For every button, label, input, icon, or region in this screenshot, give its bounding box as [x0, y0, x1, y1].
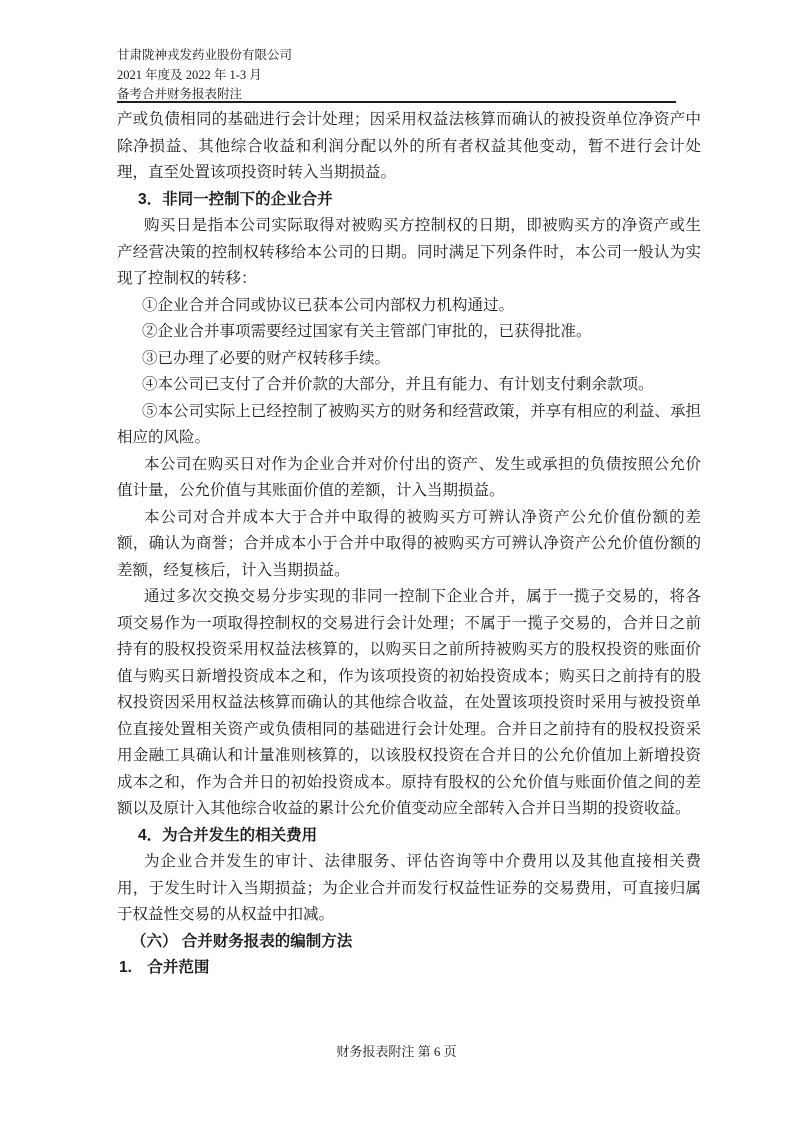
heading-merger-related-costs: 4．为合并发生的相关费用	[138, 826, 318, 844]
list-item-5: ⑤本公司实际上已经控制了被购买方的财务和经营政策，并享有相应的利益、承担相应的风险。	[117, 402, 701, 446]
report-header	[117, 46, 676, 105]
page-footer: 财务报表附注 第 6 页	[336, 1044, 457, 1059]
paragraph-fair-value-measurement: 本公司在购买日对作为企业合并对价付出的资产、发生或承担的负债按照公允价值计量，公允价值与其账面价值的差额，计入当期损益。	[117, 455, 701, 499]
paragraph-merger-costs: 为企业合并发生的审计、法律服务、评估咨询等中介费用以及其他直接相关费用，于发生时计入当期损益；为企业合并而发行权益性证券的交易费用，可直接归属于权益性交易的从权益中扣减。	[117, 853, 701, 923]
list-item-4: ④本公司已支付了合并价款的大部分，并且有能力、有计划支付剩余款项。	[142, 376, 654, 393]
report-title: 备考合并财务报表附注	[117, 87, 243, 101]
paragraph-step-acquisition: 通过多次交换交易分步实现的非同一控制下企业合并，属于一揽子交易的，将各项交易作为一项取得控制权的交易进行会计处理；不属于一揽子交易的，合并日之前持有的股权投资采用权益法核算的，以购买日之前所持被购买方的股权投资的账面价值与购买日新增投资成本之和，作为该项投资的初始投资成本；购买日之前持有的股权投资因采用权益法核算而确认的其他综合收益，在处置该项投资时采用与被投资单位直接处置相关资产或负债相同的基础进行会计处理。合并日之前持有的股权投资采用金融工具确认和计量准则核算的，以该股权投资在合并日的公允价值加上新增投资成本之和，作为合并日的初始投资成本。原持有股权的公允价值与账面价值之间的差额以及原计入其他综合收益的累计公允价值变动应全部转入合并日当期的投资收益。	[117, 588, 701, 817]
document-body	[117, 107, 701, 982]
heading-non-common-control-merger: 3．非同一控制下的企业合并	[138, 190, 333, 208]
paragraph-equity-method-continued: 产或负债相同的基础进行会计处理；因采用权益法核算而确认的被投资单位净资产中除净损益、其他综合收益和利润分配以外的所有者权益其他变动，暂不进行会计处理，直至处置该项投资时转入当期损益。	[117, 111, 701, 181]
paragraph-acquisition-date: 购买日是指本公司实际取得对被购买方控制权的日期，即被购买方的净资产或生产经营决策的控制权转移给本公司的日期。同时满足下列条件时，本公司一般认为实现了控制权的转移：	[117, 217, 701, 287]
paragraph-goodwill: 本公司对合并成本大于合并中取得的被购买方可辨认净资产公允价值份额的差额，确认为商誉；合并成本小于合并中取得的被购买方可辨认净资产公允价值份额的差额，经复核后，计入当期损益。	[117, 508, 701, 579]
report-period: 2021 年度及 2022 年 1-3 月	[117, 67, 262, 82]
heading-consolidation-scope: 1. 合并范围	[119, 959, 210, 976]
list-item-3: ③已办理了必要的财产权转移手续。	[142, 349, 391, 367]
heading-consolidation-method: （六） 合并财务报表的编制方法	[131, 932, 353, 950]
company-name: 甘肃陇神戎发药业股份有限公司	[117, 48, 293, 62]
list-item-2: ②企业合并事项需要经过国家有关主管部门审批的，已获得批准。	[142, 323, 592, 340]
header-rule	[117, 101, 676, 103]
list-item-1: ①企业合并合同或协议已获本公司内部权力机构通过。	[142, 296, 515, 314]
